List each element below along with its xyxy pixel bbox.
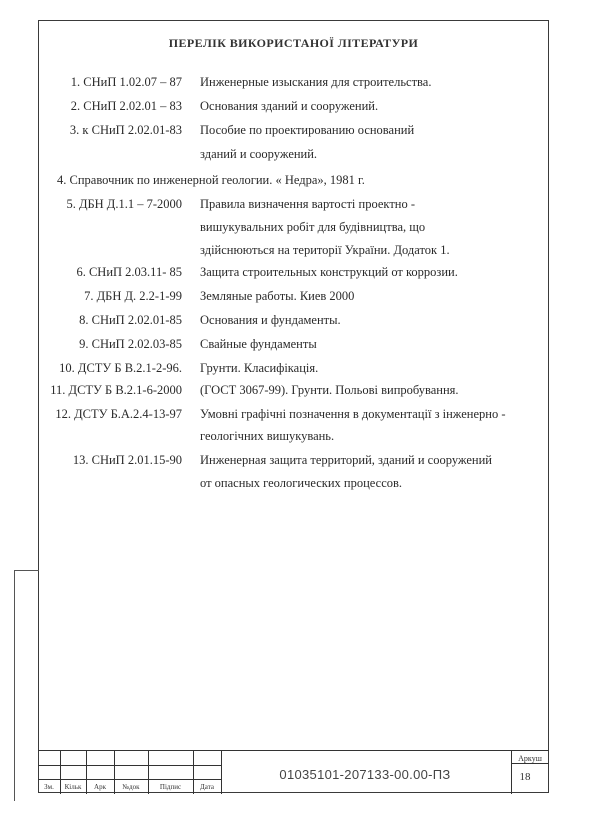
reference-title-line: вишукувальних робіт для будівництва, що: [200, 220, 426, 234]
reference-code: 8. СНиП 2.02.01-85: [79, 313, 182, 327]
page-title: ПЕРЕЛІК ВИКОРИСТАНОЇ ЛІТЕРАТУРИ: [168, 36, 419, 50]
sheet-number: 18: [519, 771, 531, 783]
reference-code: 11. ДСТУ Б В.2.1-6-2000: [50, 383, 182, 397]
stamp-col-line: [221, 751, 222, 794]
reference-title-line: Умовні графічні позначення в документації з інженерно -: [200, 407, 506, 421]
reference-title-line: Инженерные изыскания для строительства.: [200, 75, 432, 89]
stamp-col-label: №док: [122, 783, 140, 791]
stamp-col-label: Арк: [94, 783, 106, 791]
reference-code: 13. СНиП 2.01.15-90: [72, 453, 182, 467]
reference-title-line: Правила визначення вартості проектно -: [200, 197, 416, 211]
reference-title-line: 4. Справочник по инженерной геологии. « Недра», 1981 г.: [57, 173, 365, 187]
reference-code: 3. к СНиП 2.02.01-83: [69, 123, 182, 137]
stamp-col-label: Підпис: [159, 783, 182, 791]
binding-margin-marks: [14, 570, 39, 801]
document-number: 01035101-207133-00.00-ПЗ: [279, 767, 451, 782]
stamp-col-label: Кільк: [64, 783, 82, 791]
reference-code: 12. ДСТУ Б.А.2.4-13-97: [55, 407, 182, 421]
reference-code: 2. СНиП 2.02.01 – 83: [70, 99, 182, 113]
reference-title-line: Свайные фундаменты: [200, 337, 317, 351]
reference-code: 10. ДСТУ Б В.2.1-2-96.: [59, 361, 182, 375]
reference-code: 5. ДБН Д.1.1 – 7-2000: [66, 197, 182, 211]
reference-title-line: Основания и фундаменты.: [200, 313, 341, 327]
reference-code: 6. СНиП 2.03.11- 85: [76, 265, 182, 279]
reference-title-line: от опасных геологических процессов.: [200, 476, 403, 490]
reference-title-line: Основания зданий и сооружений.: [200, 99, 379, 113]
reference-title-line: Пособие по проектированию оснований: [200, 123, 415, 137]
stamp-col-label: Зм.: [44, 783, 54, 791]
reference-code: 1. СНиП 1.02.07 – 87: [70, 75, 182, 89]
sheet-box-divider: [512, 763, 549, 764]
reference-title-line: зданий и сооружений.: [200, 147, 318, 161]
reference-title-line: (ГОСТ 3067-99). Грунти. Польові випробування.: [200, 383, 459, 397]
reference-title-line: Инженерная защита территорий, зданий и сооружений: [200, 453, 492, 467]
reference-title-line: Грунти. Класифікація.: [200, 361, 319, 375]
reference-title-line: Земляные работы. Киев 2000: [200, 289, 355, 303]
reference-title-line: здійснюються на території України. Додаток 1.: [200, 243, 450, 257]
reference-code: 9. СНиП 2.02.03-85: [79, 337, 182, 351]
reference-code: 7. ДБН Д. 2.2-1-99: [84, 289, 182, 303]
stamp-col-label: Дата: [200, 783, 214, 791]
reference-title-line: Защита строительных конструкций от коррозии.: [200, 265, 458, 279]
sheet-label: Аркуш: [518, 754, 542, 763]
reference-title-line: геологічних вишукувань.: [200, 429, 335, 443]
